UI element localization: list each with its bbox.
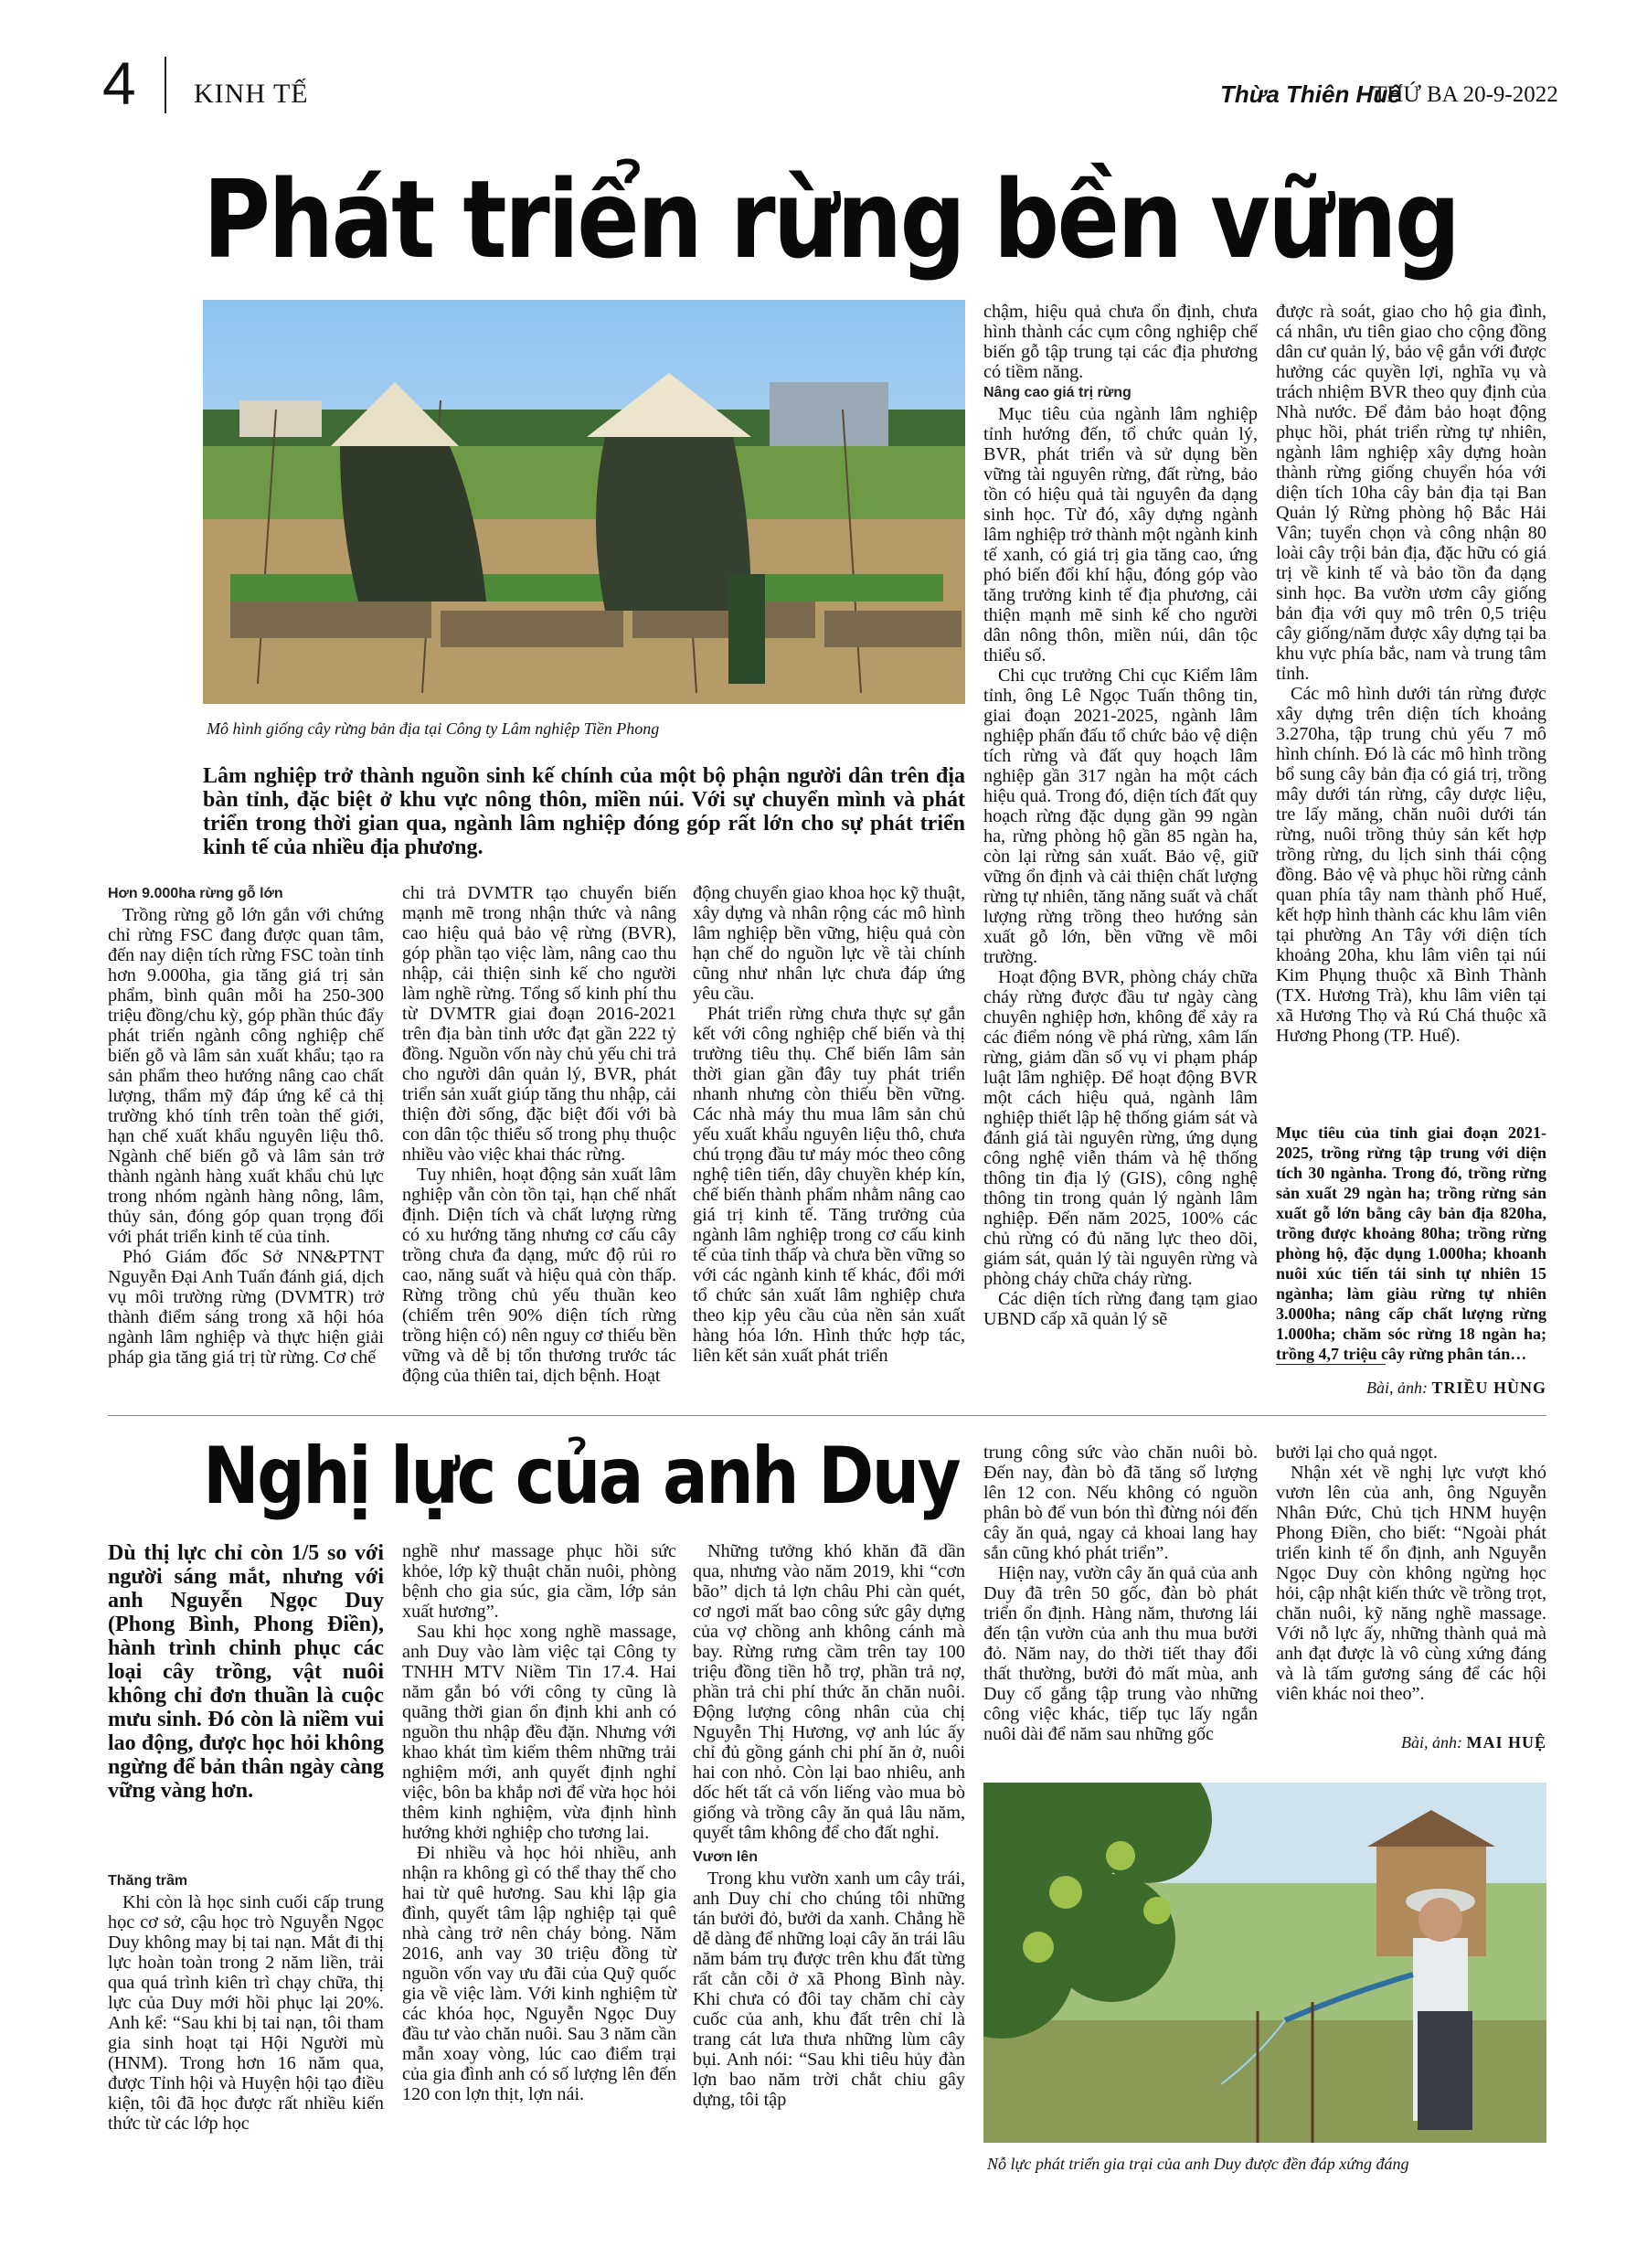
article1-headline: Phát triển rừng bền vững: [203, 156, 1459, 282]
paragraph: Mục tiêu của ngành lâm nghiệp tỉnh hướng đến, tổ chức quản lý, BVR, phát triển và sử dụng bền vững tài nguyên rừng, đất rừng, bảo tồn có hiệu quả tài nguyên đa dạng sinh học. Từ đó, xây dựng ngành lâm nghiệp trở thành một ngành kinh tế xanh, có giá trị gia tăng cao, ứng phó biến đổi khí hậu, đóng góp vào tăng trưởng kinh tế địa phương, cải thiện mạnh mẽ sinh kế cho người dân nông thôn, miền núi, dân tộc thiểu số.: [983, 404, 1258, 665]
article2-photo-caption: Nỗ lực phát triển gia trại của anh Duy được đền đáp xứng đáng: [987, 2155, 1409, 2173]
article2-headline: Nghị lực của anh Duy: [203, 1431, 960, 1522]
paragraph: nghề như massage phục hồi sức khỏe, lớp kỹ thuật chăn nuôi, phòng bệnh cho gia súc, gia cầm, lớp sản xuất hương”.: [402, 1541, 676, 1622]
paragraph: Đi nhiều và học hỏi nhiều, anh nhận ra không gì có thể thay thế cho hai từ quê hương. Sau khi lập gia đình, quyết tâm lập nghiệp tại quê nhà càng trở nên cháy bỏng. Năm 2016, anh vay 30 triệu đồng từ nguồn vốn vay ưu đãi của Quỹ quốc gia về việc làm. Với kinh nghiệm từ các khóa học, Nguyễn Ngọc Duy đầu tư vào chăn nuôi. Sau 3 năm cần mẫn xoay vòng, lúc cao điểm trại của gia đình anh có số lượng lên đến 120 con lợn thịt, lợn nái.: [402, 1843, 676, 2104]
article2-subhead-1: Thăng trầm: [108, 1873, 188, 1889]
paragraph: Nhận xét về nghị lực vượt khó vươn lên của anh, ông Nguyễn Nhân Đức, Chủ tịch HNM huyện Phong Điền, cho biết: “Ngoài phát triển kinh tế ổn định, anh Nguyễn Ngọc Duy còn không ngừng học hỏi, cập nhật kiến thức về trồng trọt, chăn nuôi, kỹ năng nghề massage. Với nỗ lực ấy, những thành quả mà anh đạt được là vô cùng xứng đáng và là tấm gương sáng để các hội viên khác noi theo”.: [1276, 1463, 1546, 1704]
article-separator: [108, 1415, 1546, 1416]
article2-column-2: [402, 1541, 676, 2104]
paragraph: chậm, hiệu quả chưa ổn định, chưa hình thành các cụm công nghiệp chế biến gỗ tập trung tại các địa phương có tiềm năng.: [983, 302, 1258, 382]
article1-sapo: Lâm nghiệp trở thành nguồn sinh kế chính của một bộ phận người dân trên địa bàn tỉnh, đặc biệt ở khu vực nông thôn, miền núi. Với sự chuyển mình và phát triển trong thời gian qua, ngành lâm nghiệp đóng góp rất lớn cho sự phát triển kinh tế của nhiều địa phương.: [203, 764, 965, 859]
issue-date: THỨ BA 20-9-2022: [1373, 82, 1558, 107]
article2-column-4: [983, 1443, 1258, 1744]
article1-subhead-2: Nâng cao giá trị rừng: [983, 385, 1132, 400]
publication-name: Thừa Thiên Huế: [1220, 80, 1401, 108]
article2-column-1: [108, 1870, 384, 2134]
paragraph: động chuyển giao khoa học kỹ thuật, xây dựng và nhân rộng các mô hình lâm nghiệp bền vững, hiệu quả còn hạn chế do nguồn lực về tài chính cũng như nhân lực chưa đáp ứng yêu cầu.: [693, 883, 965, 1004]
article2-subhead-2: Vươn lên: [693, 1849, 758, 1865]
paragraph: Tuy nhiên, hoạt động sản xuất lâm nghiệp vẫn còn tồn tại, hạn chế nhất định. Diện tích và chất lượng rừng có xu hướng tăng nhưng cơ cấu cây trồng chưa đa dạng, mức độ rủi ro cao, năng suất và hiệu quả còn thấp. Rừng trồng chủ yếu thuần keo (chiếm trên 90% diện tích rừng trồng hiện có) nên nguy cơ thiếu bền vững và dễ bị tổn thương trước tác động của thiên tai, dịch bệnh. Hoạt: [402, 1165, 676, 1386]
paragraph: Trồng rừng gỗ lớn gắn với chứng chỉ rừng FSC đang được quan tâm, đến nay diện tích rừng FSC toàn tỉnh hơn 9.000ha, gia tăng giá trị sản phẩm, bình quân mỗi ha 250-300 triệu đồng/chu kỳ, góp phần thúc đẩy phát triển ngành công nghiệp chế biến gỗ và lâm sản xuất khẩu; tạo ra sản phẩm theo hướng nâng cao chất lượng, thẩm mỹ đáp ứng kể cả thị trường khó tính trên toàn thế giới, hạn chế xuất khẩu nguyên liệu thô. Ngành chế biến gỗ và lâm sản trở thành ngành hàng xuất khẩu chủ lực trong nhóm ngành hàng nông, lâm, thủy sản, đóng góp quan trọng đối với phát triển kinh tế của tỉnh.: [108, 905, 384, 1247]
section-label: KINH TẾ: [194, 79, 309, 109]
article1-column-2: [402, 883, 676, 1386]
paragraph: Các diện tích rừng đang tạm giao UBND cấp xã quản lý sẽ: [983, 1289, 1258, 1329]
paragraph: Các mô hình dưới tán rừng được xây dựng trên diện tích khoảng 3.270ha, tập trung chủ yếu 7 mô hình chính. Đó là các mô hình trồng bổ sung cây bản địa có giá trị, trồng mây dưới tán rừng, cây dược liệu, tre lấy măng, chăn nuôi dưới tán rừng, nuôi trồng thủy sản kết hợp trồng rừng, du lịch sinh thái cộng đồng. Bảo vệ và phục hồi rừng cảnh quan phía tây nam thành phố Huế, kết hợp hình thành các khu lâm viên tại phường An Tây với diện tích khoảng 20ha, khu lâm viên tại núi Kim Phụng thuộc xã Bình Thành (TX. Hương Trà), khu lâm viên tại xã Hương Thọ và Rú Chá thuộc xã Hương Phong (TP. Huế).: [1276, 684, 1546, 1046]
paragraph: Chi cục trưởng Chi cục Kiểm lâm tỉnh, ông Lê Ngọc Tuấn thông tin, giai đoạn 2021-2025, ngành lâm nghiệp phấn đấu tổ chức bảo vệ diện tích rừng và đất quy hoạch lâm nghiệp gần 317 ngàn ha một cách hiệu quả. Trong đó, diện tích đất quy hoạch rừng đặc dụng gần 99 ngàn ha, rừng phòng hộ gần 85 ngàn ha, còn lại rừng sản xuất. Bảo vệ, giữ vững ổn định và cải thiện chất lượng rừng tự nhiên, tăng năng suất và chất lượng rừng trồng theo hướng sản xuất gỗ lớn, bền vững về môi trường.: [983, 665, 1258, 967]
paragraph: Phát triển rừng chưa thực sự gắn kết với công nghiệp chế biến và thị trường tiêu thụ. Chế biến lâm sản thời gian gần đây tuy phát triển nhanh nhưng còn thiếu bền vững. Các nhà máy thu mua lâm sản chủ yếu xuất khẩu nguyên liệu thô, chưa chú trọng đầu tư máy móc theo công nghệ tiên tiến, dây chuyền khép kín, chế biến thành phẩm nhằm nâng cao giá trị kinh tế. Tăng trưởng của ngành lâm nghiệp trong cơ cấu kinh tế của tỉnh thấp và chưa bền vững so với các ngành kinh tế khác, đổi mới tổ chức sản xuất lâm nghiệp chưa theo kịp yêu cầu của nền sản xuất hàng hóa lớn. Hình thức hợp tác, liên kết sản xuất phát triển: [693, 1004, 965, 1366]
paragraph: Những tưởng khó khăn đã dần qua, nhưng vào năm 2019, khi “cơn bão” dịch tả lợn châu Phi càn quét, cơ ngơi mất bao công sức gây dựng của vợ chồng anh không cánh mà bay. Rừng rưng cầm trên tay 100 triệu đồng tiền hỗ trợ, phần trả nợ, phần trả chi phí thức ăn chăn nuôi. Động lượng công nhân của chị Nguyễn Thị Hương, vợ anh lúc ấy chỉ đủ gồng gánh chi phí ăn ở, nuôi hai con nhỏ. Còn lại bao nhiêu, anh dốc hết tất cả vốn liếng vào mua bò giống và trồng cây ăn quả lâu năm, quyết tâm không để cho đất nghỉ.: [693, 1541, 965, 1843]
paragraph: trung công sức vào chăn nuôi bò. Đến nay, đàn bò đã tăng số lượng lên 12 con. Nếu không có nguồn phân bò để vun bón thì đừng nói đến cây ăn quả, ngay cả khoai lang hay sắn cũng khó phát triển”.: [983, 1443, 1258, 1563]
article1-column-3: [693, 883, 965, 1366]
page-number: 4: [102, 49, 136, 117]
divider: [1276, 1364, 1386, 1365]
paragraph: Hiện nay, vườn cây ăn quả của anh Duy đã trên 50 gốc, đàn bò phát triển ổn định. Hàng năm, thương lái đến tận vườn của anh thu mua bưởi đỏ. Năm nay, do thời tiết thay đổi thất thường, bưởi đỏ mất mùa, anh Duy cố gắng tập trung vào những công việc khác, tiếp tục lấy ngắn nuôi dài để năm sau những gốc: [983, 1563, 1258, 1744]
paragraph: Hoạt động BVR, phòng cháy chữa cháy rừng được đầu tư ngày càng chuyên nghiệp hơn, không để xảy ra các điểm nóng về phá rừng, xâm lấn rừng, giảm dần số vụ vi phạm pháp luật lâm nghiệp. Để hoạt động BVR một cách hiệu quả, ngành lâm nghiệp thiết lập hệ thống giám sát và đánh giá tài nguyên rừng, ứng dụng công nghệ viễn thám và hệ thống thông tin địa lý (GIS), công nghệ thông tin trong quản lý ngành lâm nghiệp. Đến năm 2025, 100% các chủ rừng có đủ năng lực theo dõi, giám sát, quản lý tài nguyên rừng và phòng cháy chữa cháy rừng.: [983, 967, 1258, 1289]
article1-column-1: [108, 883, 384, 1368]
paragraph: chi trả DVMTR tạo chuyển biến mạnh mẽ trong nhận thức và nâng cao hiệu quả bảo vệ rừng (BVR), góp phần tạo việc làm, nâng cao thu nhập, cải thiện sinh kế cho người làm nghề rừng. Tổng số kinh phí thu từ DVMTR giai đoạn 2016-2021 trên địa bàn tỉnh ước đạt gần 222 tỷ đồng. Nguồn vốn này chủ yếu chi trả cho người dân quản lý, BVR, phát triển sản xuất giúp tăng thu nhập, cải thiện đời sống, đặc biệt đối với bà con dân tộc thiểu số trong phụ thuộc nhiều vào việc khai thác rừng.: [402, 883, 676, 1165]
article1-subhead-1: Hơn 9.000ha rừng gỗ lớn: [108, 886, 283, 901]
article1-photo-caption: Mô hình giống cây rừng bản địa tại Công ty Lâm nghiệp Tiền Phong: [207, 719, 660, 738]
article1-photo: [203, 300, 965, 704]
paragraph: Khi còn là học sinh cuối cấp trung học cơ sở, cậu học trò Nguyễn Ngọc Duy không may bị tai nạn. Mắt đi thị lực hoàn toàn trong 2 năm liền, trải qua quá trình kiên trì chạy chữa, thị lực của Duy mới hồi phục lại 20%. Anh kể: “Sau khi bị tai nạn, tôi tham gia sinh hoạt tại Hội Người mù (HNM). Trong hơn 16 năm qua, được Tỉnh hội và Huyện hội tạo điều kiện, tôi đã học được rất nhiều kiến thức từ các lớp học: [108, 1892, 384, 2134]
article1-byline: Bài, ảnh: TRIỀU HÙNG: [1365, 1379, 1546, 1397]
article2-column-3: [693, 1541, 965, 2110]
paragraph: Trong khu vườn xanh um cây trái, anh Duy chỉ cho chúng tôi những tán bưởi đỏ, bưởi da xanh. Chẳng hề dễ dàng để những loại cây ăn trái lâu năm bám trụ được trên khu đất từng rất cằn cỗi ở xã Phong Bình này. Khi chưa có đôi tay chăm chỉ cày cuốc của anh, khu đất trên chỉ là trang cát lưa thưa những lùm cây bụi. Anh nói: “Sau khi tiêu hủy đàn lợn bao năm trời chắt chiu gây dựng, tôi tập: [693, 1869, 965, 2110]
paragraph: Phó Giám đốc Sở NN&PTNT Nguyễn Đại Anh Tuấn đánh giá, dịch vụ môi trường rừng (DVMTR) trở thành điểm sáng trong xã hội hóa ngành lâm nghiệp và thực hiện giải pháp gia tăng giá trị từ rừng. Cơ chế: [108, 1247, 384, 1368]
article1-highlight-box: Mục tiêu của tỉnh giai đoạn 2021-2025, trồng rừng tập trung với diện tích 30 ngànha. Trong đó, trồng rừng sản xuất 29 ngàn ha; trồng rừng sản xuất gỗ lớn bằng cây bản địa 820ha, trồng được khoảng 80ha; trồng rừng phòng hộ, đặc dụng 1.000ha; khoanh nuôi xúc tiến tái sinh tự nhiên 15 ngànha; làm giàu rừng tự nhiên 3.000ha; nâng cấp chất lượng rừng 1.000ha; chăm sóc rừng 18 ngàn ha; trồng 4,7 triệu cây rừng phân tán…: [1276, 1123, 1546, 1363]
paragraph: được rà soát, giao cho hộ gia đình, cá nhân, ưu tiên giao cho cộng đồng dân cư quản lý, bảo vệ gắn với được hưởng các quyền lợi, nghĩa vụ và trách nhiệm BVR theo quy định của Nhà nước. Để đảm bảo hoạt động phục hồi, phát triển rừng tự nhiên, ngành lâm nghiệp xây dựng hoàn thành rừng giống chuyển hóa với diện tích 10ha cây bản địa tại Ban Quản lý Rừng phòng hộ Bắc Hải Vân; tuyển chọn và công nhận 80 loài cây trội bản địa, đặc hữu có giá trị về kinh tế và bảo tồn đa dạng sinh học. Ba vườn ươm cây giống bản địa với quy mô trên 0,5 triệu cây giống/năm được xây dựng tại ba khu vực phía bắc, nam và trung tâm tỉnh.: [1276, 302, 1546, 684]
paragraph: bưởi lại cho quả ngọt.: [1276, 1443, 1438, 1463]
header-divider: [165, 57, 166, 113]
article2-column-5: [1276, 1443, 1546, 1704]
paragraph: Sau khi học xong nghề massage, anh Duy vào làm việc tại Công ty TNHH MTV Niềm Tin 17.4. Hai năm gắn bó với công ty cũng là quãng thời gian ổn định khi anh có nguồn thu nhập đều đặn. Nhưng với khao khát tìm kiếm thêm những trải nghiệm mới, anh quyết định nghỉ việc, bôn ba khắp nơi để vừa học hỏi thêm kinh nghiệm, vừa định hình hướng khởi nghiệp cho tương lai.: [402, 1622, 676, 1843]
article2-byline: Bài, ảnh: MAI HUỆ: [1401, 1733, 1546, 1752]
article2-lead: Dù thị lực chỉ còn 1/5 so với người sáng mắt, nhưng với anh Nguyễn Ngọc Duy (Phong Bình, Phong Điền), hành trình chinh phục các loại cây trồng, vật nuôi không chỉ đơn thuần là cuộc mưu sinh. Đó còn là niềm vui lao động, được học hỏi không ngừng để bản thân ngày càng vững vàng hơn.: [108, 1541, 384, 1803]
article2-photo: [983, 1783, 1546, 2143]
article1-column-4: [983, 302, 1258, 1329]
article1-column-5: [1276, 302, 1546, 1046]
